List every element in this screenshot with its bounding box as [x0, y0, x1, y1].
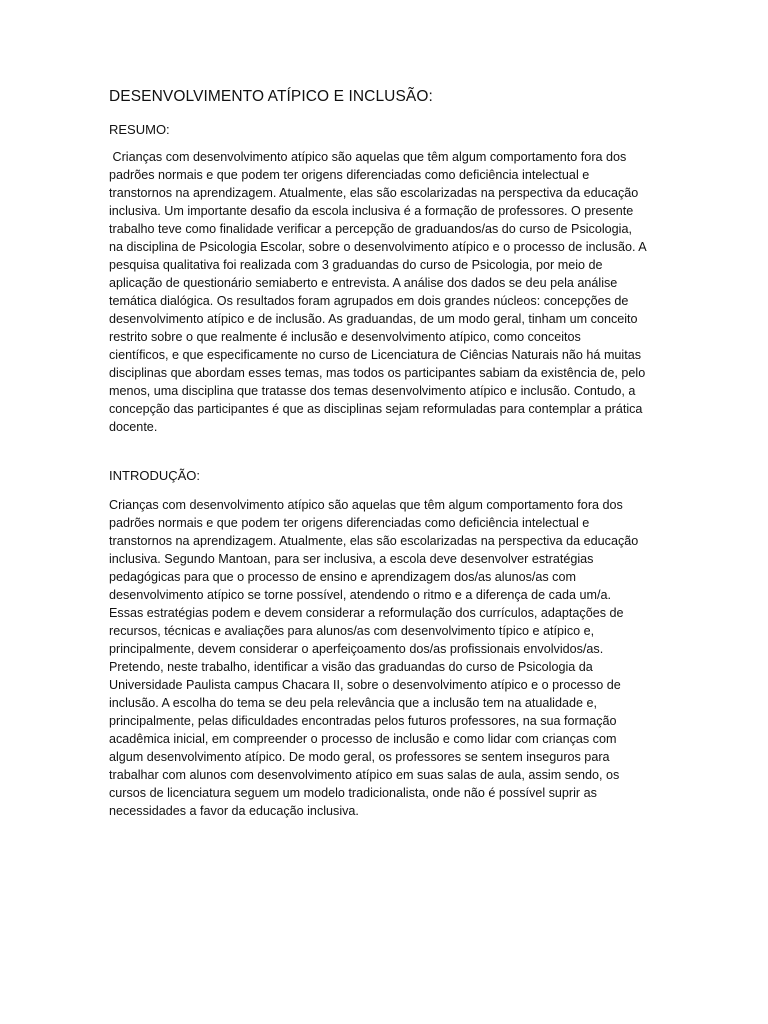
text-line: Pretendo, neste trabalho, identificar a visão das graduandas do curso de Psicologia da [109, 660, 593, 674]
text-line: transtornos na aprendizagem. Atualmente, elas são escolarizadas na perspectiva da educação [109, 534, 639, 548]
text-line: Crianças com desenvolvimento atípico são aquelas que têm algum comportamento fora dos [109, 498, 623, 512]
text-line: desenvolvimento atípico e de inclusão. As graduandas, de um modo geral, tinham um conceito [109, 312, 638, 326]
text-line: inclusiva. Segundo Mantoan, para ser inclusiva, a escola deve desenvolver estratégias [109, 552, 594, 566]
text-line: principalmente, pelas dificuldades encontradas pelos futuros professores, na sua formação [109, 714, 617, 728]
text-line: padrões normais e que podem ter origens diferenciadas como deficiência intelectual e [109, 168, 590, 182]
text-line: docente. [109, 420, 158, 434]
text-line: inclusiva. Um importante desafio da escola inclusiva é a formação de professores. O presente [109, 204, 634, 218]
text-line: necessidades a favor da educação inclusiva. [109, 804, 359, 818]
resumo-paragraph [109, 148, 657, 436]
text-line: científicos, e que especificamente no curso de Licenciatura de Ciências Naturais não há muitas [109, 348, 642, 362]
introducao-heading: INTRODUÇÃO: [109, 468, 200, 483]
text-line: na disciplina de Psicologia Escolar, sobre o desenvolvimento atípico e o processo de inclusão. A [109, 240, 647, 254]
text-line: Crianças com desenvolvimento atípico são aquelas que têm algum comportamento fora dos [109, 150, 627, 164]
text-line: recursos, técnicas e avaliações para alunos/as com desenvolvimento típico e atípico e, [109, 624, 595, 638]
text-line: pesquisa qualitativa foi realizada com 3 graduandas do curso de Psicologia, por meio de [109, 258, 603, 272]
text-line: aplicação de questionário semiaberto e entrevista. A análise dos dados se deu pela análise [109, 276, 618, 290]
text-line: transtornos na aprendizagem. Atualmente, elas são escolarizadas na perspectiva da educação [109, 186, 639, 200]
text-line: pedagógicas para que o processo de ensino e aprendizagem dos/as alunos/as com [109, 570, 576, 584]
text-line: temática dialógica. Os resultados foram agrupados em dois grandes núcleos: concepções de [109, 294, 629, 308]
resumo-heading: RESUMO: [109, 122, 170, 137]
text-line: principalmente, devem considerar o aperfeiçoamento dos/as profissionais envolvidos/as. [109, 642, 604, 656]
text-line: inclusão. A escolha do tema se deu pela relevância que a inclusão tem na atualidade e, [109, 696, 597, 710]
text-line: Universidade Paulista campus Chacara II, sobre o desenvolvimento atípico e o processo de [109, 678, 621, 692]
text-line: trabalhar com alunos com desenvolvimento atípico em suas salas de aula, assim sendo, os [109, 768, 620, 782]
document-title: DESENVOLVIMENTO ATÍPICO E INCLUSÃO: [109, 88, 433, 105]
text-line: menos, uma disciplina que tratasse dos temas desenvolvimento atípico e inclusão. Contudo, a [109, 384, 636, 398]
introducao-paragraph [109, 496, 657, 820]
text-line: cursos de licenciatura seguem um modelo tradicionalista, onde não é possível suprir as [109, 786, 597, 800]
text-line: concepção das participantes é que as disciplinas sejam reformuladas para contemplar a prática [109, 402, 643, 416]
text-line: disciplinas que abordam esses temas, mas todos os participantes sabiam da existência de, pelo [109, 366, 646, 380]
text-line: desenvolvimento atípico se torne possível, atendendo o ritmo e a diferença de cada um/a. [109, 588, 611, 602]
text-line: acadêmica inicial, em compreender o processo de inclusão e como lidar com crianças com [109, 732, 617, 746]
text-line: algum desenvolvimento atípico. De modo geral, os professores se sentem inseguros para [109, 750, 610, 764]
text-line: padrões normais e que podem ter origens diferenciadas como deficiência intelectual e [109, 516, 590, 530]
text-line: trabalho teve como finalidade verificar a percepção de graduandos/as do curso de Psicologia, [109, 222, 632, 236]
text-line: Essas estratégias podem e devem considerar a reformulação dos currículos, adaptações de [109, 606, 624, 620]
text-line: restrito sobre o que realmente é inclusão e desenvolvimento atípico, como conceitos [109, 330, 581, 344]
